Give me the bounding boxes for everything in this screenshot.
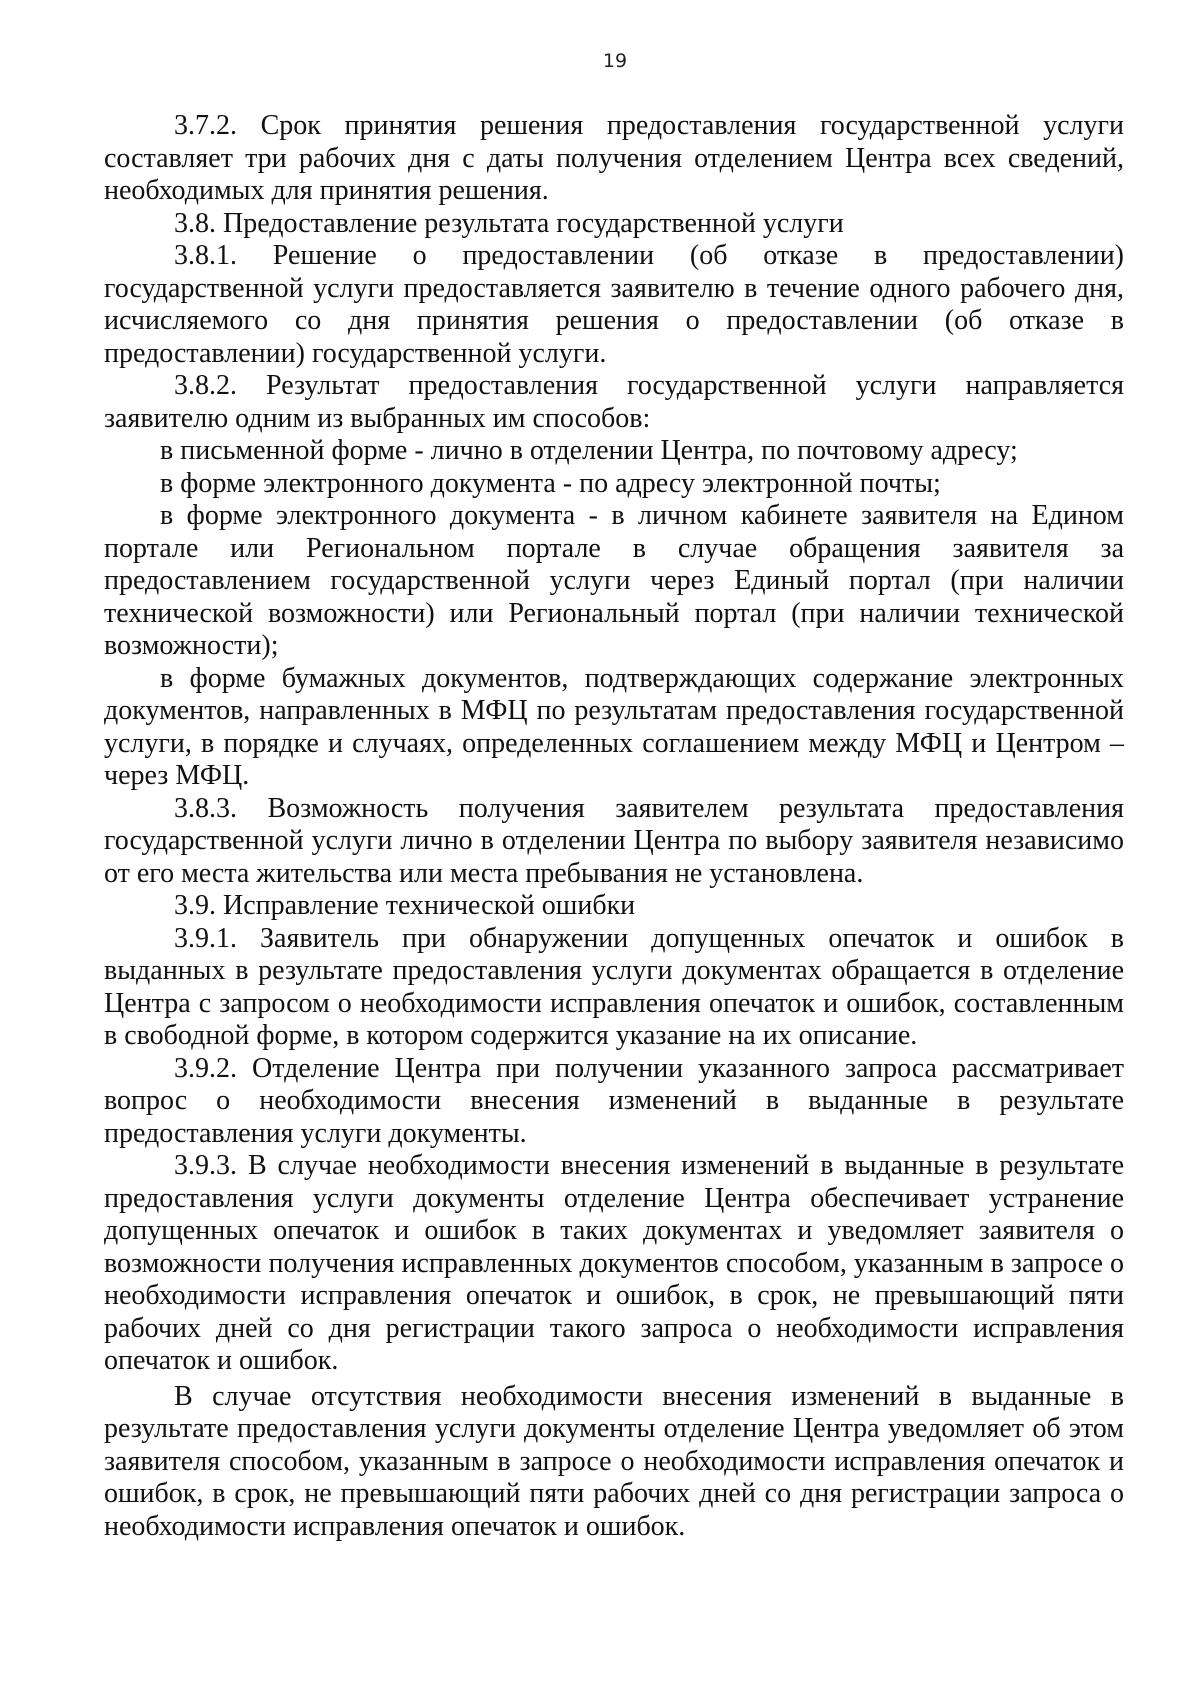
paragraph-3-7-2: 3.7.2. Срок принятия решения предоставления государственной услуги составляет три рабочих дня с даты получения отделением Центра всех сведений, необходимых для принятия решения. — [104, 110, 1124, 206]
paragraph-no-changes-needed: В случае отсутствия необходимости внесения изменений в выданные в результате предоставления услуги документы отделение Центра уведомляет об этом заявителя способом, указанным в запросе о необходимости исправления опечаток и ошибок, в срок, не превышающий пяти рабочих дней со дня регистрации запроса о необходимости исправления опечаток и ошибок. — [104, 1380, 1124, 1542]
paragraph-3-9-2: 3.9.2. Отделение Центра при получении указанного запроса рассматривает вопрос о необходимости внесения изменений в выданные в результате предоставления услуги документы. — [104, 1052, 1124, 1149]
heading-3-9: 3.9. Исправление технической ошибки — [174, 890, 636, 921]
page-number: 19 — [602, 50, 628, 72]
list-item-paper-mfc: в форме бумажных документов, подтверждающих содержание электронных документов, направленных в МФЦ по результатам предоставления государственной услуги, в порядке и случаях, определенных соглашением между МФЦ и Центром – через МФЦ. — [104, 662, 1124, 791]
paragraph-3-8-2: 3.8.2. Результат предоставления государственной услуги направляется заявителю одним из выбранных им способов: — [104, 370, 1124, 434]
paragraph-3-8-1: 3.8.1. Решение о предоставлении (об отказе в предоставлении) государственной услуги предоставляется заявителю в течение одного рабочего дня, исчисляемого со дня принятия решения о предоставлении (об отказе в предоставлении) государственной услуги. — [104, 240, 1124, 369]
list-item-electronic-portal: в форме электронного документа - в личном кабинете заявителя на Едином портале или Региональном портале в случае обращения заявителя за предоставлением государственной услуги через Единый портал (при наличии технической возможности) или Региональный портал (при наличии технической возможности); — [104, 500, 1124, 661]
document-body — [104, 110, 1124, 1543]
paragraph-3-8-3: 3.8.3. Возможность получения заявителем результата предоставления государственной услуги лично в отделении Центра по выбору заявителя независимо от его места жительства или места пребывания не установлена. — [104, 792, 1124, 889]
list-item-written-form: в письменной форме - лично в отделении Центра, по почтовому адресу; — [160, 435, 1018, 466]
list-item-electronic-email: в форме электронного документа - по адресу электронной почты; — [160, 467, 941, 499]
heading-3-8: 3.8. Предоставление результата государственной услуги — [174, 207, 844, 239]
paragraph-3-9-3: 3.9.3. В случае необходимости внесения изменений в выданные в результате предоставления услуги документы отделение Центра обеспечивает устранение допущенных опечаток и ошибок в таких документах и уведомляет заявителя о возможности получения исправленных документов способом, указанным в запросе о необходимости исправления опечаток и ошибок, в срок, не превышающий пяти рабочих дней со дня регистрации такого запроса о необходимости исправления опечаток и ошибок. — [104, 1150, 1124, 1376]
paragraph-3-9-1: 3.9.1. Заявитель при обнаружении допущенных опечаток и ошибок в выданных в результате предоставления услуги документах обращается в отделение Центра с запросом о необходимости исправления опечаток и ошибок, составленным в свободной форме, в котором содержится указание на их описание. — [104, 922, 1124, 1051]
